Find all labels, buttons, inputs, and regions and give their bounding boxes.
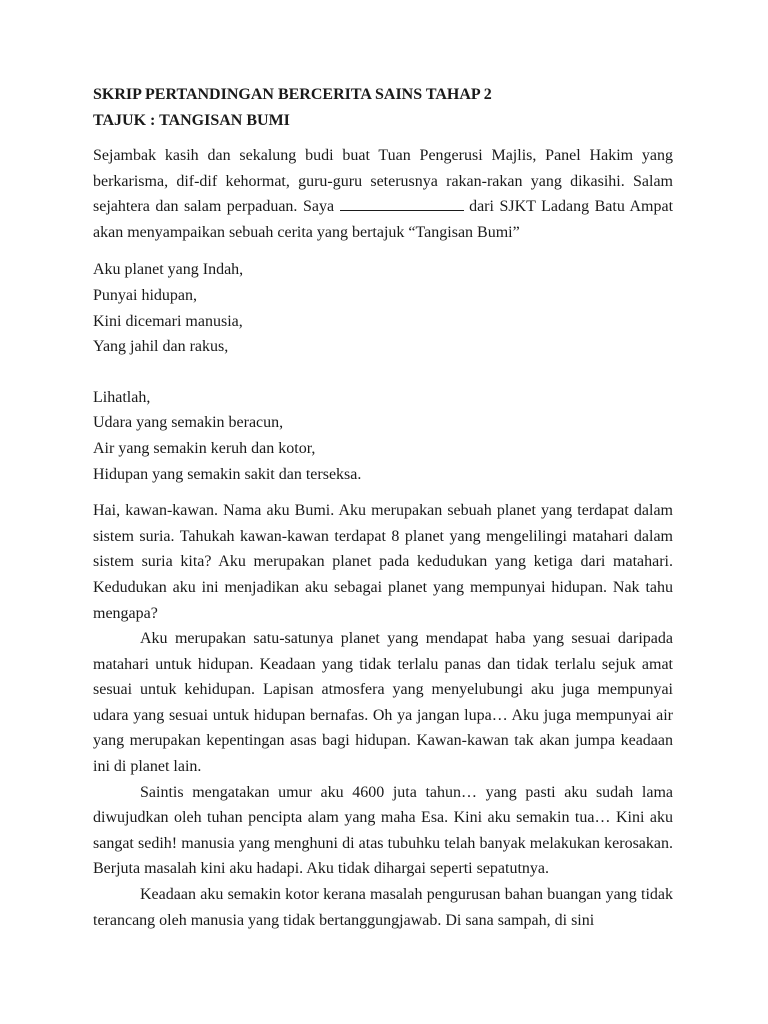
story-paragraph: Hai, kawan-kawan. Nama aku Bumi. Aku merupakan sebuah planet yang terdapat dalam sistem suria. Tahukah kawan-kawan terdapat 8 planet yang mengelilingi matahari dalam sistem suria kita? Aku merupakan planet pada kedudukan yang ketiga dari matahari. Kedudukan aku ini menjadikan aku sebagai planet yang mempunyai hidupan. Nak tahu mengapa? (93, 502, 673, 622)
poem-line: Air yang semakin keruh dan kotor, (93, 439, 316, 457)
poem-line: Udara yang semakin beracun, (93, 414, 284, 432)
story-paragraph: Saintis mengatakan umur aku 4600 juta tahun… yang pasti aku sudah lama diwujudkan oleh tuhan pencipta alam yang maha Esa. Kini aku semakin tua… Kini aku sangat sedih! manusia yang menghuni di atas tubuhku telah banyak melakukan kerosakan. Berjuta masalah kini aku hadapi. Aku tidak dihargai seperti sepatutnya. (93, 783, 673, 878)
document-subtitle: TAJUK : TANGISAN BUMI (93, 112, 290, 129)
intro-text-before-blank: Sejambak kasih dan sekalung budi buat Tuan Pengerusi Majlis, Panel Hakim yang berkarisma, dif-dif kehormat, guru-guru seterusnya rakan-rakan yang dikasihi. Salam sejahtera dan salam perpaduan. Saya (93, 147, 673, 216)
document-title: SKRIP PERTANDINGAN BERCERITA SAINS TAHAP 2 (93, 86, 492, 103)
poem-stanza-2 (93, 385, 673, 487)
poem-line: Yang jahil dan rakus, (93, 338, 229, 356)
document-body (93, 84, 673, 933)
story-paragraph: Aku merupakan satu-satunya planet yang mendapat haba yang sesuai daripada matahari untuk hidupan. Keadaan yang tidak terlalu panas dan tidak terlalu sejuk amat sesuai untuk kehidupan. Lapisan atmosfera yang menyelubungi aku juga mempunyai udara yang sesuai untuk hidupan bernafas. Oh ya jangan lupa… Aku juga mempunyai air yang merupakan kepentingan asas bagi hidupan. Kawan-kawan tak akan jumpa keadaan ini di planet lain. (93, 630, 673, 776)
poem-line: Lihatlah, (93, 388, 151, 406)
story-section (93, 498, 673, 933)
poem-line: Aku planet yang Indah, (93, 261, 244, 279)
intro-paragraph (93, 143, 673, 245)
name-blank-line (340, 198, 464, 211)
story-paragraph: Keadaan aku semakin kotor kerana masalah pengurusan bahan buangan yang tidak terancang oleh manusia yang tidak bertanggungjawab. Di sana sampah, di sini (93, 886, 673, 929)
poem-stanza-1 (93, 257, 673, 359)
poem-line: Punyai hidupan, (93, 286, 197, 304)
intro-text-after-blank: dari SJKT Ladang Batu Ampat akan menyampaikan sebuah cerita yang bertajuk “Tangisan Bumi” (93, 198, 674, 241)
poem-line: Hidupan yang semakin sakit dan terseksa. (93, 465, 362, 483)
poem-line: Kini dicemari manusia, (93, 312, 243, 330)
